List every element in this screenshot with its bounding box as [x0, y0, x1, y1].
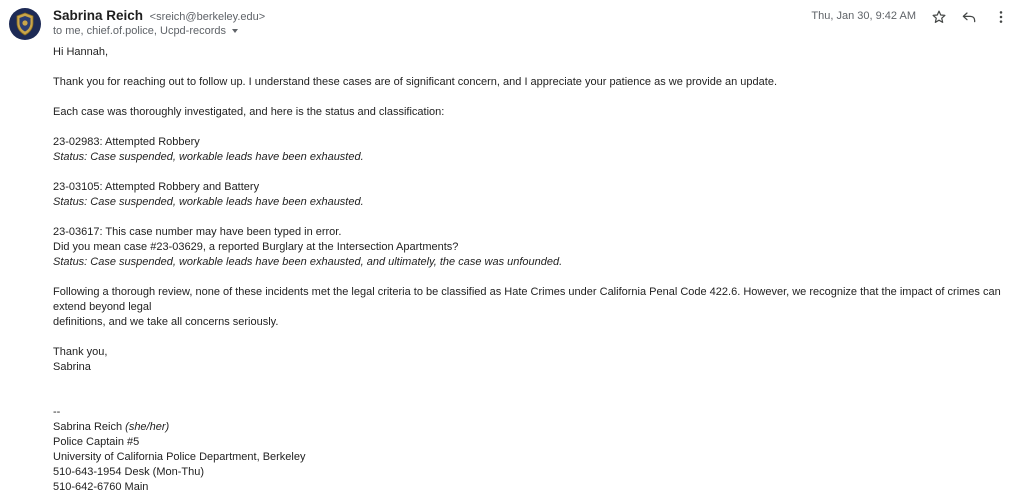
- case-1-status: Status: Case suspended, workable leads have been exhausted.: [53, 151, 364, 163]
- lead-paragraph: Each case was thoroughly investigated, and here is the status and classification:: [53, 106, 445, 118]
- message-body: [53, 45, 1013, 495]
- sender-email: <sreich@berkeley.edu>: [149, 11, 266, 23]
- signature-phone-main: 510-642-6760 Main: [53, 481, 149, 493]
- case-3-status: Status: Case suspended, workable leads have been exhausted, and ultimately, the case was unfounded.: [53, 256, 563, 268]
- reply-button[interactable]: [959, 7, 979, 27]
- closing: Thank you,: [53, 346, 108, 358]
- greeting: Hi Hannah,: [53, 46, 109, 58]
- conclusion-line-1: Following a thorough review, none of these incidents met the legal criteria to be classified as Hate Crimes under California Penal Code 422.6. However, we recognize that the impact of crimes can extend beyond legal: [53, 286, 1001, 313]
- sender-line: [53, 8, 265, 23]
- case-3-title: 23-03617: This case number may have been typed in error.: [53, 226, 342, 238]
- message-date: Thu, Jan 30, 9:42 AM: [811, 10, 916, 22]
- case-1-title: 23-02983: Attempted Robbery: [53, 136, 200, 148]
- intro-paragraph: Thank you for reaching out to follow up. I understand these cases are of significant concern, and I appreciate your patience as we provide an update.: [53, 76, 778, 88]
- signature-phone-desk: 510-643-1954 Desk (Mon-Thu): [53, 466, 205, 478]
- case-3-note: Did you mean case #23-03629, a reported Burglary at the Intersection Apartments?: [53, 241, 459, 253]
- signature-name: Sabrina Reich: [53, 421, 123, 433]
- recipients-dropdown-icon[interactable]: [232, 29, 238, 33]
- more-options-button[interactable]: [991, 7, 1011, 27]
- star-icon: [931, 9, 947, 25]
- reply-icon: [961, 9, 977, 25]
- sender-name[interactable]: Sabrina Reich: [53, 8, 144, 23]
- recipients-line: [53, 25, 238, 37]
- ucpd-badge-icon: [14, 12, 36, 36]
- signature-name-line: [53, 420, 1013, 435]
- conclusion-line-2: definitions, and we take all concerns seriously.: [53, 316, 279, 328]
- recipients-text: to me, chief.of.police, Ucpd-records: [53, 25, 227, 37]
- signature-pronouns: (she/her): [125, 421, 170, 433]
- signature-separator: --: [53, 406, 61, 418]
- sender-avatar[interactable]: [9, 8, 41, 40]
- case-2-status: Status: Case suspended, workable leads have been exhausted.: [53, 196, 364, 208]
- more-vert-icon: [993, 9, 1009, 25]
- star-button[interactable]: [929, 7, 949, 27]
- signature-title: Police Captain #5: [53, 436, 140, 448]
- closing-name: Sabrina: [53, 361, 91, 373]
- signature-org: University of California Police Department, Berkeley: [53, 451, 306, 463]
- case-2-title: 23-03105: Attempted Robbery and Battery: [53, 181, 260, 193]
